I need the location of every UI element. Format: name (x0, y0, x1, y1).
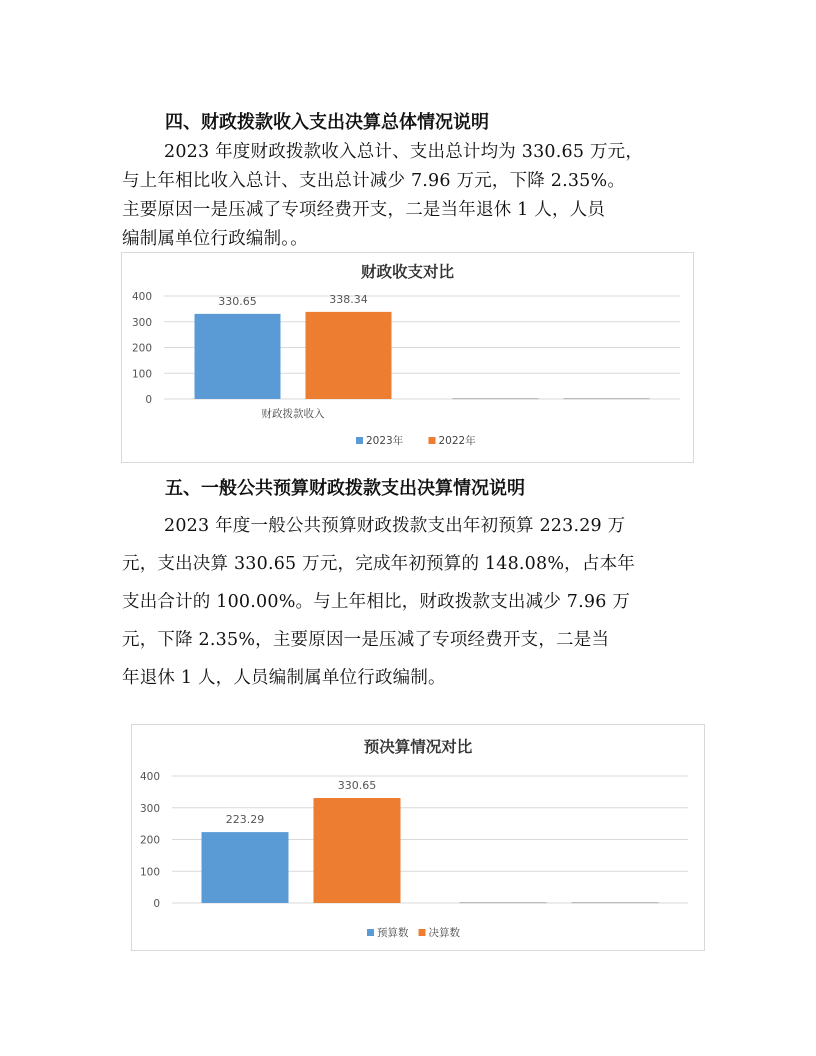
chart-2-bar (202, 832, 289, 903)
chart-2-ytick-label: 100 (139, 866, 160, 879)
chart-2-legend-label: 决算数 (428, 927, 460, 939)
chart-2-legend-swatch (367, 929, 374, 936)
chart-1-legend-label: 2022年 (438, 435, 476, 447)
chart-2-ytick-label: 300 (139, 802, 160, 815)
chart-1-category-label: 财政拨款收入 (261, 408, 325, 420)
chart-1-bar (195, 314, 281, 399)
section-5-line-4: 元，下降 2.35%，主要原因一是压减了专项经费开支，二是当 (122, 630, 610, 650)
chart-1-ytick-label: 200 (131, 342, 152, 355)
chart-1-legend-swatch (429, 437, 436, 444)
section-4-line-4: 编制属单位行政编制。。 (122, 229, 308, 249)
section-4-line-2: 与上年相比收入总计、支出总计减少 7.96 万元，下降 2.35%。 (122, 171, 626, 191)
chart-1-plot (122, 253, 693, 462)
chart-2-ytick-label: 0 (153, 898, 160, 910)
section-5-heading: 五、一般公共预算财政拨款支出决算情况说明 (165, 478, 525, 499)
chart-2-data-label: 330.65 (337, 779, 377, 793)
chart-1-data-label: 338.34 (329, 292, 368, 306)
chart-2-bar (460, 902, 547, 903)
chart-2-legend-label: 预算数 (377, 927, 409, 939)
chart-1-bar (453, 398, 539, 399)
chart-1-ytick-label: 300 (131, 316, 152, 329)
section-5-line-5: 年退休 1 人，人员编制属单位行政编制。 (122, 668, 446, 688)
section-5-line-1: 2023 年度一般公共预算财政拨款支出年初预算 223.29 万 (164, 516, 626, 536)
section-5-line-3: 支出合计的 100.00%。与上年相比，财政拨款支出减少 7.96 万 (122, 592, 631, 612)
chart-1-title: 财政收支对比 (360, 263, 454, 281)
chart-1-legend-swatch (356, 437, 363, 444)
chart-1-legend-label: 2023年 (366, 435, 404, 447)
chart-2-bar (572, 902, 659, 903)
chart-2-title: 预决算情况对比 (363, 738, 473, 756)
chart-2-bar (314, 798, 401, 903)
section-4-heading: 四、财政拨款收入支出决算总体情况说明 (165, 112, 489, 133)
chart-2-ytick-label: 200 (139, 834, 160, 847)
chart-2-ytick-label: 400 (139, 771, 160, 783)
chart-finance-comparison (121, 252, 694, 463)
chart-1-data-label: 330.65 (218, 294, 257, 308)
section-4-line-3: 主要原因一是压减了专项经费开支，二是当年退休 1 人，人员 (122, 200, 606, 220)
chart-1-ytick-label: 400 (131, 291, 152, 303)
chart-1-ytick-label: 100 (131, 368, 152, 381)
chart-1-bar (564, 398, 650, 399)
chart-2-data-label: 223.29 (225, 813, 265, 827)
chart-2-plot (132, 725, 704, 950)
chart-1-ytick-label: 0 (145, 394, 152, 406)
section-5-line-2: 元，支出决算 330.65 万元，完成年初预算的 148.08%，占本年 (122, 554, 635, 574)
chart-budget-comparison (131, 724, 705, 951)
chart-1-bar (306, 312, 392, 399)
chart-2-legend-swatch (419, 929, 426, 936)
section-4-line-1: 2023 年度财政拨款收入总计、支出总计均为 330.65 万元， (164, 142, 644, 162)
